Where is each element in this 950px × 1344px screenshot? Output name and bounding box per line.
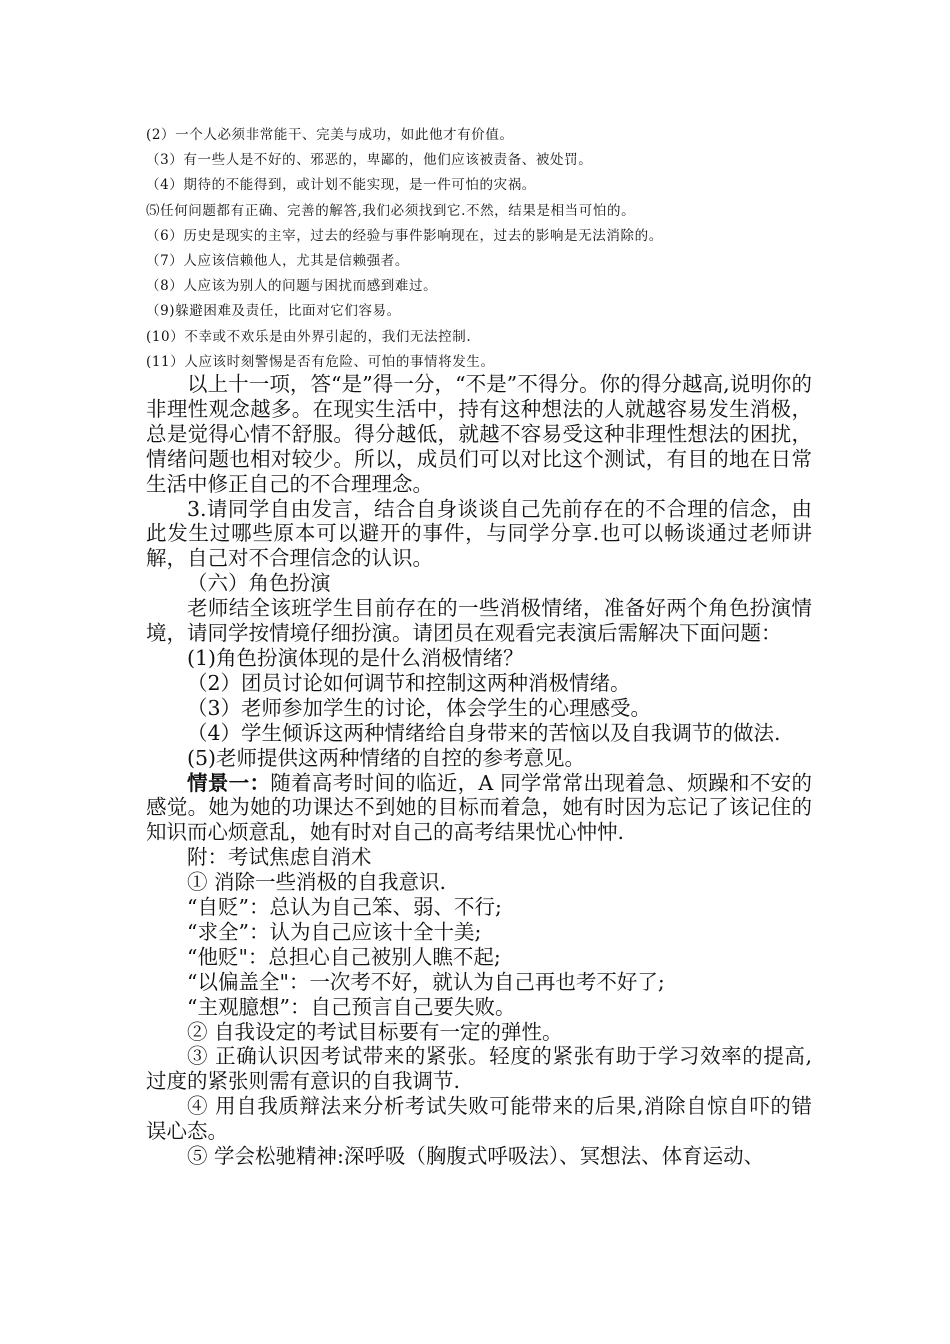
tip-4: ④ 用自我质辩法来分析考试失败可能带来的后果,消除自惊自吓的错误心态。 [146, 1094, 812, 1144]
tip-1-item: “以偏盖全"：一次考不好，就认为自己再也考不好了; [187, 969, 665, 994]
question-1: (1)角色扮演体现的是什么消极情绪？ [187, 645, 524, 670]
tip-1-item: “主观臆想”：自己预言自己要失败。 [187, 994, 516, 1019]
list-item: （8）人应该为别人的问题与困扰而感到难过。 [146, 278, 438, 295]
scene-1-paragraph [146, 771, 812, 846]
list-item: ⑸任何问题都有正确、完善的解答,我们必须找到它.不然，结果是相当可怕的。 [146, 202, 636, 219]
section-heading: （六）角色扮演 [187, 571, 331, 596]
tip-3: ③ 正确认识因考试带来的紧张。轻度的紧张有助于学习效率的提高,过度的紧张则需有意识的自我调节. [146, 1044, 812, 1094]
list-item: (2）一个人必须非常能干、完美与成功，如此他才有价值。 [146, 127, 514, 143]
scene-1-text: 随着高考时间的临近，A 同学常常出现着急、烦躁和不安的感觉。她为她的功课达不到她的目标而着急，她有时因为忘记了该记住的知识而心烦意乱，她有时对自己的高考结果忧心忡忡. [146, 770, 812, 845]
discussion-paragraph: 3.请同学自由发言，结合自身谈谈自己先前存在的不合理的信念，由此发生过哪些原本可以避开的事件，与同学分享.也可以畅谈通过老师讲解，自己对不合理信念的认识。 [146, 496, 812, 571]
list-item: (10）不幸或不欢乐是由外界引起的，我们无法控制. [146, 328, 472, 345]
main-body [146, 372, 812, 1169]
question-2: （2）团员讨论如何调节和控制这两种消极情绪。 [187, 670, 631, 695]
tip-1-item: “自贬”：总认为自己笨、弱、不行; [187, 895, 502, 920]
list-item: （6）历史是现实的主宰，过去的经验与事件影响现在，过去的影响是无法消除的。 [146, 227, 663, 244]
summary-paragraph: 以上十一项，答“是”得一分，“不是”不得分。你的得分越高,说明你的非理性观念越多。在现实生活中，持有这种想法的人就越容易发生消极，总是觉得心情不舒服。得分越低，就越不容易受这种非理性想法的困扰，情绪问题也相对较少。所以，成员们可以对比这个测试，有目的地在日常生活中修正自己的不合理理念。 [146, 372, 812, 496]
list-item: （9)躲避困难及责任，比面对它们容易。 [146, 303, 401, 320]
question-3: （3）老师参加学生的讨论，体会学生的心理感受。 [187, 695, 652, 720]
tip-5: ⑤ 学会松驰精神:深呼吸（胸腹式呼吸法）、冥想法、体育运动、 [187, 1144, 765, 1169]
irrational-beliefs-list [146, 123, 826, 375]
appendix-title: 附：考试焦虑自消术 [187, 845, 372, 870]
roleplay-paragraph: 老师结全该班学生目前存在的一些消极情绪，准备好两个角色扮演情境，请同学按情境仔细扮演。请团员在观看完表演后需解决下面问题： [146, 596, 812, 646]
list-item: (11）人应该时刻警惕是否有危险、可怕的事情将发生。 [146, 353, 495, 370]
scene-1-label: 情景一： [187, 770, 271, 795]
list-item: （7）人应该信赖他人，尤其是信赖强者。 [146, 253, 409, 270]
list-item: （3）有一些人是不好的、邪恶的，卑鄙的，他们应该被责备、被处罚。 [146, 152, 593, 169]
tip-1-item: “求全”：认为自己应该十全十美; [187, 919, 482, 944]
tip-2: ② 自我设定的考试目标要有一定的弹性。 [187, 1019, 563, 1044]
tip-1-item: “他贬"：总担心自己被别人瞧不起; [187, 944, 501, 969]
question-5: (5)老师提供这两种情绪的自控的参考意见。 [187, 745, 586, 770]
tip-1: ① 消除一些消极的自我意识. [187, 870, 447, 895]
list-item: （4）期待的不能得到，或计划不能实现，是一件可怕的灾祸。 [146, 177, 536, 194]
question-4: （4）学生倾诉这两种情绪给自身带来的苦恼以及自我调节的做法. [187, 720, 781, 745]
